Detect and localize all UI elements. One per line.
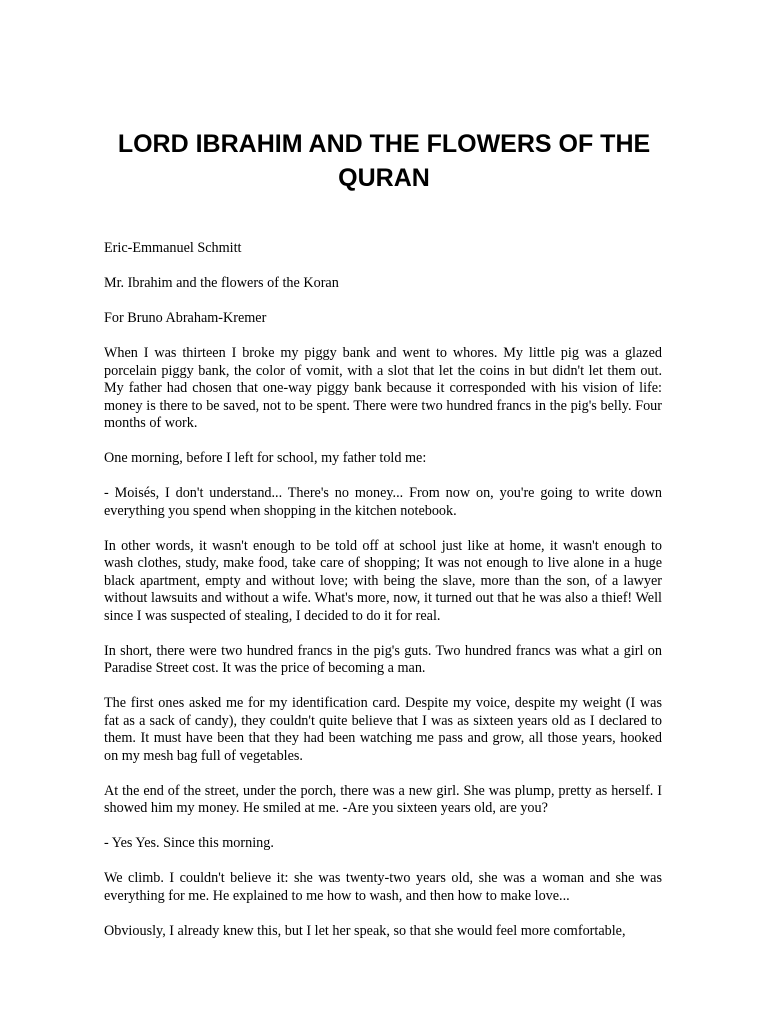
paragraph: Obviously, I already knew this, but I let her speak, so that she would feel more comfortable,	[104, 922, 626, 939]
document-title: LORD IBRAHIM AND THE FLOWERS OF THE QURAN	[117, 130, 651, 192]
paragraph: When I was thirteen I broke my piggy bank and went to whores. My little pig was a glazed porcelain piggy bank, the color of vomit, with a slot that let the coins in but didn't let them out. My father had chosen that one-way piggy bank because it corresponded with his vision of life: money is there to be saved, not to be spent. There were two hundred francs in the pig's belly. Four months of work.	[104, 345, 662, 431]
paragraph: In other words, it wasn't enough to be told off at school just like at home, it wasn't enough to wash clothes, study, make food, take care of shopping; It was not enough to live alone in a huge black apartment, empty and without love; with being the slave, more than the son, of a lawyer without lawsuits and without a wife. What's more, now, it turned out that he was also a thief! Well since I was suspected of stealing, I decided to do it for real.	[104, 537, 662, 624]
original-title-line: Mr. Ibrahim and the flowers of the Koran	[104, 275, 339, 291]
author-line: Eric-Emmanuel Schmitt	[104, 240, 242, 256]
paragraph: At the end of the street, under the porch, there was a new girl. She was plump, pretty as herself. I showed him my money. He smiled at me. -Are you sixteen years old, are you?	[104, 782, 662, 816]
dedication-line: For Bruno Abraham-Kremer	[104, 310, 267, 326]
paragraph: The first ones asked me for my identification card. Despite my voice, despite my weight (I was fat as a sack of candy), they couldn't quite believe that I was as sixteen years old as I declared to them. It must have been that they had been watching me pass and grow, all those years, hooked on my mesh bag full of vegetables.	[104, 695, 662, 764]
paragraph: One morning, before I left for school, my father told me:	[104, 450, 427, 466]
paragraph: We climb. I couldn't believe it: she was twenty-two years old, she was a woman and she was everything for me. He explained to me how to wash, and then how to make love...	[104, 870, 662, 904]
document-body	[104, 240, 662, 958]
paragraph: - Moisés, I don't understand... There's no money... From now on, you're going to write down everything you spend when shopping in the kitchen notebook.	[104, 485, 662, 519]
paragraph: In short, there were two hundred francs in the pig's guts. Two hundred francs was what a girl on Paradise Street cost. It was the price of becoming a man.	[104, 642, 662, 676]
paragraph: - Yes Yes. Since this morning.	[104, 835, 274, 851]
